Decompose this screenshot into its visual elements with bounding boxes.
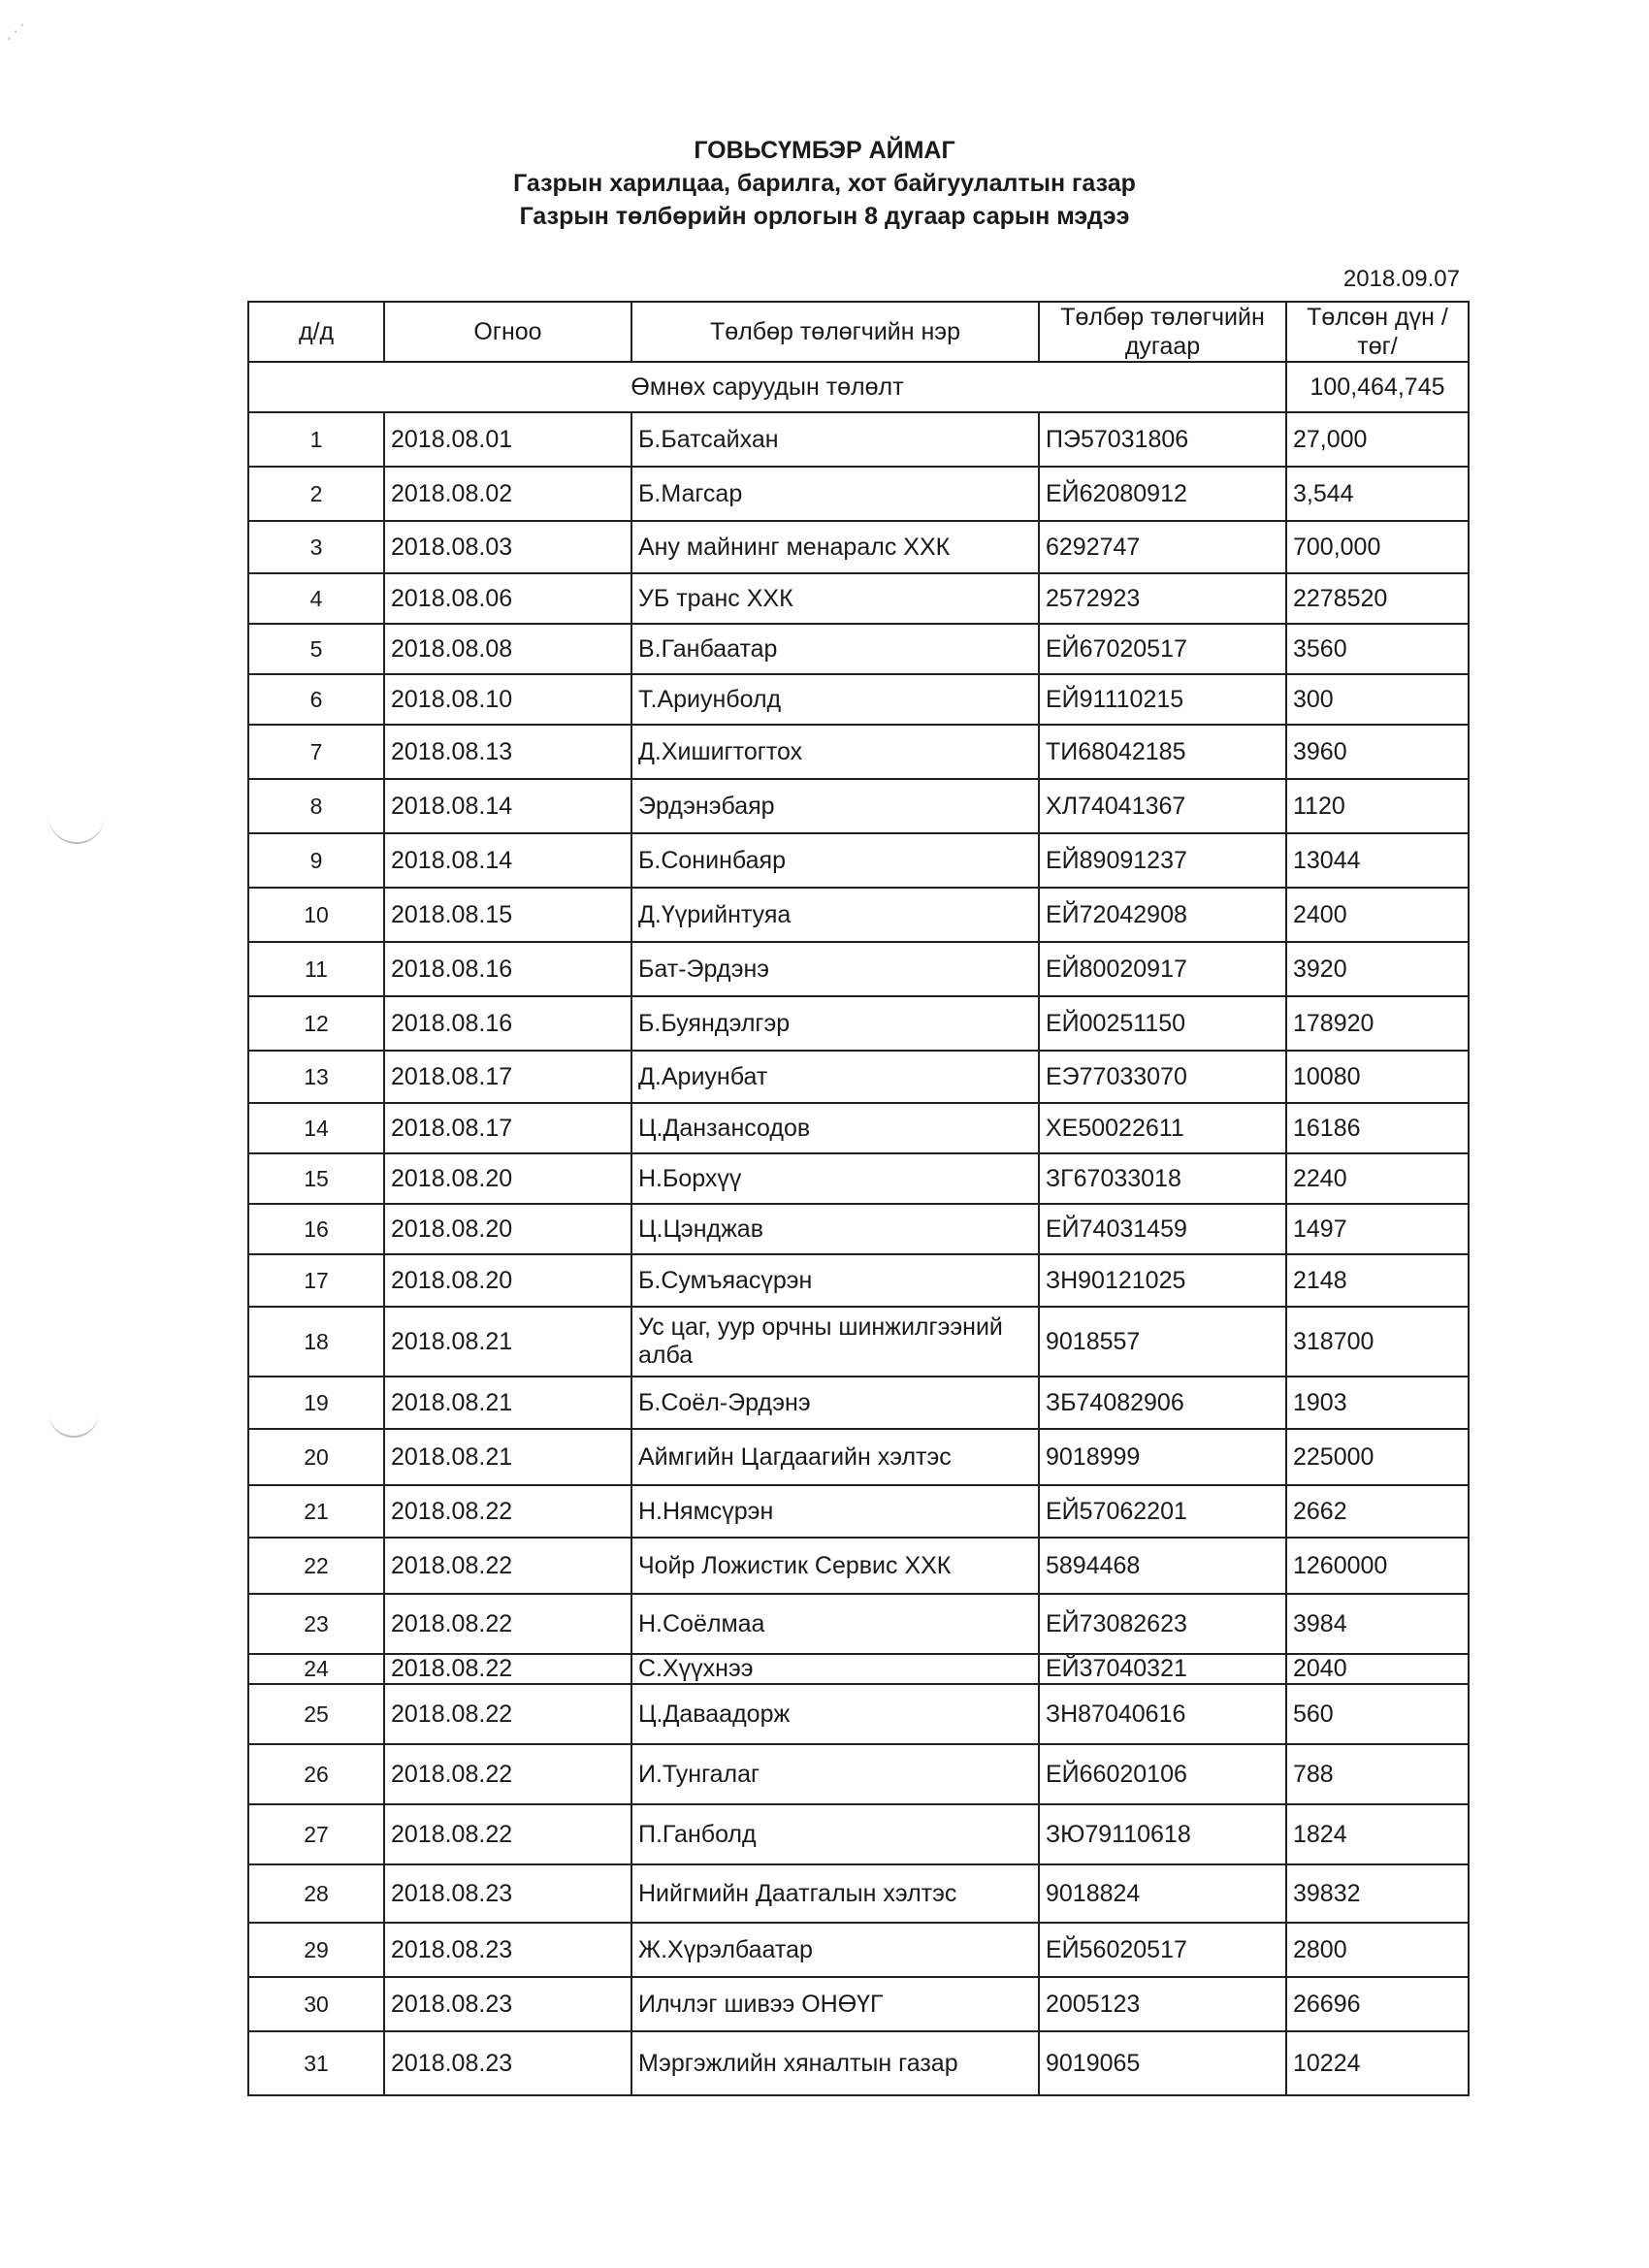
payment-amount: 2278520 [1286, 573, 1469, 624]
payment-date: 2018.08.21 [384, 1377, 631, 1429]
payment-date: 2018.08.03 [384, 521, 631, 573]
row-number: 13 [248, 1051, 384, 1103]
table-row [248, 1804, 1469, 1864]
payment-date: 2018.08.23 [384, 1864, 631, 1923]
payment-amount: 10080 [1286, 1051, 1469, 1103]
row-number: 19 [248, 1377, 384, 1429]
payer-name: Мэргэжлийн хяналтын газар [631, 2031, 1039, 2095]
table-row [248, 1377, 1469, 1429]
row-number: 8 [248, 779, 384, 833]
row-number: 15 [248, 1153, 384, 1204]
document-header [0, 134, 1649, 233]
payer-name: С.Хүүхнээ [631, 1654, 1039, 1684]
payment-amount: 2148 [1286, 1254, 1469, 1307]
payer-name: Н.Борхүү [631, 1153, 1039, 1204]
payments-table [247, 301, 1470, 2096]
payment-amount: 1260000 [1286, 1538, 1469, 1594]
payment-date: 2018.08.13 [384, 725, 631, 779]
payment-amount: 2240 [1286, 1153, 1469, 1204]
payer-name: Н.Соёлмаа [631, 1594, 1039, 1654]
table-row [248, 1429, 1469, 1485]
payment-date: 2018.08.14 [384, 833, 631, 888]
row-number: 4 [248, 573, 384, 624]
payer-name: Б.Батсайхан [631, 412, 1039, 467]
payer-id: ХЛ74041367 [1039, 779, 1286, 833]
payment-date: 2018.08.14 [384, 779, 631, 833]
payment-amount: 3960 [1286, 725, 1469, 779]
payer-id: ЗН87040616 [1039, 1684, 1286, 1744]
payment-date: 2018.08.01 [384, 412, 631, 467]
payer-name: Бат-Эрдэнэ [631, 942, 1039, 996]
payment-date: 2018.08.08 [384, 624, 631, 674]
row-number: 23 [248, 1594, 384, 1654]
payer-id: ЗГ67033018 [1039, 1153, 1286, 1204]
payment-date: 2018.08.02 [384, 467, 631, 521]
payer-name: Д.Ариунбат [631, 1051, 1039, 1103]
table-row [248, 996, 1469, 1051]
column-header-amount: Төлсөн дүн /төг/ [1286, 302, 1469, 362]
payer-name: Аймгийн Цагдаагийн хэлтэс [631, 1429, 1039, 1485]
payment-date: 2018.08.16 [384, 942, 631, 996]
column-header-payer-id: Төлбөр төлөгчийн дугаар [1039, 302, 1286, 362]
table-row [248, 674, 1469, 725]
payer-id: ЗН90121025 [1039, 1254, 1286, 1307]
payer-id: 5894468 [1039, 1538, 1286, 1594]
payer-id: ЕЙ89091237 [1039, 833, 1286, 888]
payer-id: ХЕ50022611 [1039, 1103, 1286, 1153]
payer-name: Ц.Данзансодов [631, 1103, 1039, 1153]
payment-date: 2018.08.15 [384, 888, 631, 942]
binder-hole-mark [48, 794, 105, 844]
payer-name: Д.Үүрийнтуяа [631, 888, 1039, 942]
payer-id: 9018824 [1039, 1864, 1286, 1923]
payer-id: ЕЙ73082623 [1039, 1594, 1286, 1654]
header-province: ГОВЬСҮМБЭР АЙМАГ [694, 137, 955, 164]
table-row [248, 521, 1469, 573]
payment-date: 2018.08.20 [384, 1254, 631, 1307]
row-number: 30 [248, 1977, 384, 2031]
row-number: 16 [248, 1204, 384, 1254]
payment-amount: 16186 [1286, 1103, 1469, 1153]
payer-name: Д.Хишигтогтох [631, 725, 1039, 779]
column-header-date: Огноо [384, 302, 631, 362]
payer-id: ПЭ57031806 [1039, 412, 1286, 467]
report-date: 2018.09.07 [1342, 266, 1460, 292]
payer-name: Ц.Даваадорж [631, 1684, 1039, 1744]
header-report-title: Газрын төлбөрийн орлогын 8 дугаар сарын мэдээ [519, 203, 1130, 230]
payer-name: Б.Сумъяасүрэн [631, 1254, 1039, 1307]
payment-amount: 2400 [1286, 888, 1469, 942]
payment-date: 2018.08.20 [384, 1204, 631, 1254]
table-row [248, 725, 1469, 779]
payment-date: 2018.08.21 [384, 1429, 631, 1485]
table-row [248, 467, 1469, 521]
table-row [248, 1538, 1469, 1594]
payer-id: ЕЙ00251150 [1039, 996, 1286, 1051]
payment-amount: 1497 [1286, 1204, 1469, 1254]
scan-artifact: ⋰ [6, 21, 25, 43]
payment-date: 2018.08.21 [384, 1307, 631, 1377]
row-number: 7 [248, 725, 384, 779]
payment-date: 2018.08.22 [384, 1538, 631, 1594]
payment-date: 2018.08.06 [384, 573, 631, 624]
payer-id: ЗЮ79110618 [1039, 1804, 1286, 1864]
payment-amount: 39832 [1286, 1864, 1469, 1923]
payer-name: Б.Соёл-Эрдэнэ [631, 1377, 1039, 1429]
payer-name: Илчлэг шивээ ОНӨҮГ [631, 1977, 1039, 2031]
payer-id: ЕЙ80020917 [1039, 942, 1286, 996]
table-row [248, 2031, 1469, 2095]
row-number: 10 [248, 888, 384, 942]
payment-date: 2018.08.16 [384, 996, 631, 1051]
payment-amount: 788 [1286, 1744, 1469, 1804]
row-number: 3 [248, 521, 384, 573]
header-department: Газрын харилцаа, барилга, хот байгуулалтын газар [513, 170, 1136, 197]
payment-date: 2018.08.17 [384, 1051, 631, 1103]
column-header-number: д/д [248, 302, 384, 362]
payer-name: Чойр Ложистик Сервис ХХК [631, 1538, 1039, 1594]
table-row [248, 1864, 1469, 1923]
payer-id: ЗБ74082906 [1039, 1377, 1286, 1429]
row-number: 14 [248, 1103, 384, 1153]
table-row [248, 1204, 1469, 1254]
payer-id: ЕЙ91110215 [1039, 674, 1286, 725]
table-row [248, 1744, 1469, 1804]
payment-date: 2018.08.23 [384, 1923, 631, 1977]
payer-name: И.Тунгалаг [631, 1744, 1039, 1804]
payment-date: 2018.08.17 [384, 1103, 631, 1153]
table-row [248, 412, 1469, 467]
payer-id: ЕЙ37040321 [1039, 1654, 1286, 1684]
payment-amount: 2662 [1286, 1485, 1469, 1538]
payment-amount: 225000 [1286, 1429, 1469, 1485]
payment-date: 2018.08.23 [384, 1977, 631, 2031]
payment-amount: 26696 [1286, 1977, 1469, 2031]
payment-date: 2018.08.22 [384, 1654, 631, 1684]
table-row [248, 1103, 1469, 1153]
payment-date: 2018.08.22 [384, 1744, 631, 1804]
payer-name: Ж.Хүрэлбаатар [631, 1923, 1039, 1977]
payer-id: ЕЙ62080912 [1039, 467, 1286, 521]
table-row [248, 942, 1469, 996]
payer-name: Эрдэнэбаяр [631, 779, 1039, 833]
payer-id: ЕЙ67020517 [1039, 624, 1286, 674]
payer-name: В.Ганбаатар [631, 624, 1039, 674]
payment-amount: 1903 [1286, 1377, 1469, 1429]
payment-amount: 300 [1286, 674, 1469, 725]
payer-name: УБ транс ХХК [631, 573, 1039, 624]
payer-name: Т.Ариунболд [631, 674, 1039, 725]
table-row [248, 1923, 1469, 1977]
payer-id: 9018999 [1039, 1429, 1286, 1485]
payment-amount: 27,000 [1286, 412, 1469, 467]
payer-id: ЕЭ77033070 [1039, 1051, 1286, 1103]
payer-id: 9019065 [1039, 2031, 1286, 2095]
payer-id: ТИ68042185 [1039, 725, 1286, 779]
table-row [248, 1254, 1469, 1307]
column-header-payer-name: Төлбөр төлөгчийн нэр [631, 302, 1039, 362]
payment-date: 2018.08.22 [384, 1485, 631, 1538]
payment-amount: 13044 [1286, 833, 1469, 888]
payer-name: Ус цаг, уур орчны шинжилгээний алба [631, 1307, 1039, 1377]
payer-id: ЕЙ57062201 [1039, 1485, 1286, 1538]
payment-date: 2018.08.22 [384, 1804, 631, 1864]
row-number: 11 [248, 942, 384, 996]
row-number: 9 [248, 833, 384, 888]
payment-amount: 3920 [1286, 942, 1469, 996]
previous-months-row [248, 362, 1469, 412]
row-number: 26 [248, 1744, 384, 1804]
payer-name: Б.Буяндэлгэр [631, 996, 1039, 1051]
row-number: 27 [248, 1804, 384, 1864]
payment-amount: 700,000 [1286, 521, 1469, 573]
row-number: 31 [248, 2031, 384, 2095]
table-row [248, 888, 1469, 942]
table-row [248, 1594, 1469, 1654]
table-row [248, 1153, 1469, 1204]
table-row [248, 1307, 1469, 1377]
table-row [248, 779, 1469, 833]
payer-name: Ану майнинг менаралс ХХК [631, 521, 1039, 573]
row-number: 1 [248, 412, 384, 467]
payment-amount: 1120 [1286, 779, 1469, 833]
row-number: 6 [248, 674, 384, 725]
payer-id: ЕЙ66020106 [1039, 1744, 1286, 1804]
payment-amount: 178920 [1286, 996, 1469, 1051]
row-number: 18 [248, 1307, 384, 1377]
row-number: 29 [248, 1923, 384, 1977]
payment-amount: 3984 [1286, 1594, 1469, 1654]
table-row [248, 1977, 1469, 2031]
binder-hole-mark [48, 1397, 99, 1438]
payer-id: 9018557 [1039, 1307, 1286, 1377]
row-number: 28 [248, 1864, 384, 1923]
payment-date: 2018.08.23 [384, 2031, 631, 2095]
table-row [248, 1485, 1469, 1538]
payment-amount: 2800 [1286, 1923, 1469, 1977]
payment-amount: 3560 [1286, 624, 1469, 674]
payer-name: Нийгмийн Даатгалын хэлтэс [631, 1864, 1039, 1923]
row-number: 20 [248, 1429, 384, 1485]
payer-id: ЕЙ72042908 [1039, 888, 1286, 942]
payer-id: 2005123 [1039, 1977, 1286, 2031]
payer-id: 6292747 [1039, 521, 1286, 573]
payer-name: П.Ганболд [631, 1804, 1039, 1864]
table-row [248, 1684, 1469, 1744]
row-number: 12 [248, 996, 384, 1051]
table-row [248, 833, 1469, 888]
payment-date: 2018.08.10 [384, 674, 631, 725]
payment-date: 2018.08.20 [384, 1153, 631, 1204]
row-number: 5 [248, 624, 384, 674]
row-number: 2 [248, 467, 384, 521]
table-row [248, 573, 1469, 624]
row-number: 24 [248, 1654, 384, 1684]
payment-amount: 560 [1286, 1684, 1469, 1744]
payer-name: Н.Нямсүрэн [631, 1485, 1039, 1538]
row-number: 25 [248, 1684, 384, 1744]
payment-date: 2018.08.22 [384, 1684, 631, 1744]
payer-id: ЕЙ56020517 [1039, 1923, 1286, 1977]
row-number: 21 [248, 1485, 384, 1538]
table-header-row [248, 302, 1469, 362]
payer-name: Б.Магсар [631, 467, 1039, 521]
payment-amount: 3,544 [1286, 467, 1469, 521]
previous-months-amount: 100,464,745 [1286, 362, 1469, 412]
payment-amount: 318700 [1286, 1307, 1469, 1377]
payer-id: ЕЙ74031459 [1039, 1204, 1286, 1254]
payment-amount: 2040 [1286, 1654, 1469, 1684]
payer-id: 2572923 [1039, 573, 1286, 624]
table-row [248, 1051, 1469, 1103]
payment-amount: 1824 [1286, 1804, 1469, 1864]
row-number: 22 [248, 1538, 384, 1594]
table-row [248, 1654, 1469, 1684]
payment-amount: 10224 [1286, 2031, 1469, 2095]
previous-months-label: Өмнөх саруудын төлөлт [248, 362, 1286, 412]
table-row [248, 624, 1469, 674]
payer-name: Ц.Цэнджав [631, 1204, 1039, 1254]
payer-name: Б.Сонинбаяр [631, 833, 1039, 888]
row-number: 17 [248, 1254, 384, 1307]
payment-date: 2018.08.22 [384, 1594, 631, 1654]
